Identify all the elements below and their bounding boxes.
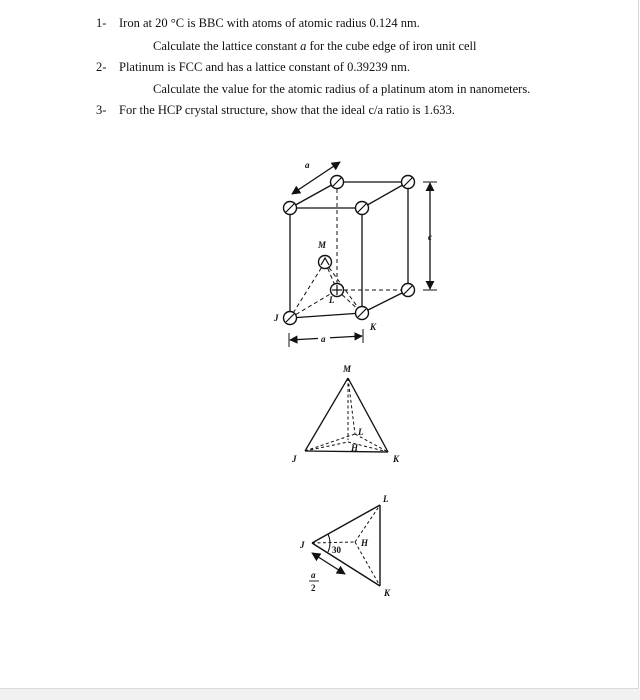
question-1-sub-end: for the cube edge of iron unit cell — [306, 39, 477, 53]
half-a-dimension — [312, 553, 345, 574]
tri-label-J: J — [300, 540, 305, 550]
label-L: L — [329, 295, 335, 305]
tetrahedron-hidden — [305, 378, 388, 452]
label-J: J — [274, 313, 279, 323]
question-1-number: 1- — [96, 16, 107, 30]
label-a-top: a — [305, 160, 310, 170]
label-M: M — [318, 240, 327, 250]
tetra-label-J: J — [292, 454, 297, 464]
unit-cell-prism — [290, 182, 408, 318]
tri-label-K: K — [384, 588, 391, 598]
triangle-hidden — [312, 505, 380, 586]
tri-label-H: H — [361, 538, 369, 548]
question-1-sub-text: Calculate the lattice constant — [153, 39, 301, 53]
atom-hatching — [285, 177, 413, 322]
label-angle-30: 30 — [332, 545, 341, 555]
tetra-label-L: L — [358, 427, 364, 437]
question-2-number: 2- — [96, 60, 107, 74]
label-half-num: a — [311, 570, 316, 580]
question-3-text: For the HCP crystal structure, show that the ideal c/a ratio is 1.633. — [119, 103, 455, 117]
question-3-number: 3- — [96, 103, 107, 117]
label-K: K — [370, 322, 377, 332]
atoms — [284, 176, 415, 325]
question-1-text: Iron at 20 °C is BBC with atoms of atomic radius 0.124 nm. — [119, 16, 420, 30]
hidden-edges — [290, 182, 408, 318]
question-1-sub-variable: a — [300, 39, 307, 53]
question-2-sub-text: Calculate the value for the atomic radius of a platinum atom in nanometers. — [153, 82, 531, 96]
tetra-label-M: M — [343, 364, 352, 374]
tetra-label-H: H — [351, 443, 359, 453]
tetra-label-K: K — [393, 454, 400, 464]
triangle-jlk — [312, 505, 380, 586]
tri-label-L: L — [383, 494, 389, 504]
label-c: c — [428, 232, 432, 242]
question-2-text: Platinum is FCC and has a lattice constant of 0.39239 nm. — [119, 60, 410, 74]
viewer-background — [0, 689, 640, 700]
label-a-bottom: a — [321, 334, 326, 344]
label-half-den: 2 — [311, 583, 316, 593]
tetrahedron — [305, 378, 388, 452]
